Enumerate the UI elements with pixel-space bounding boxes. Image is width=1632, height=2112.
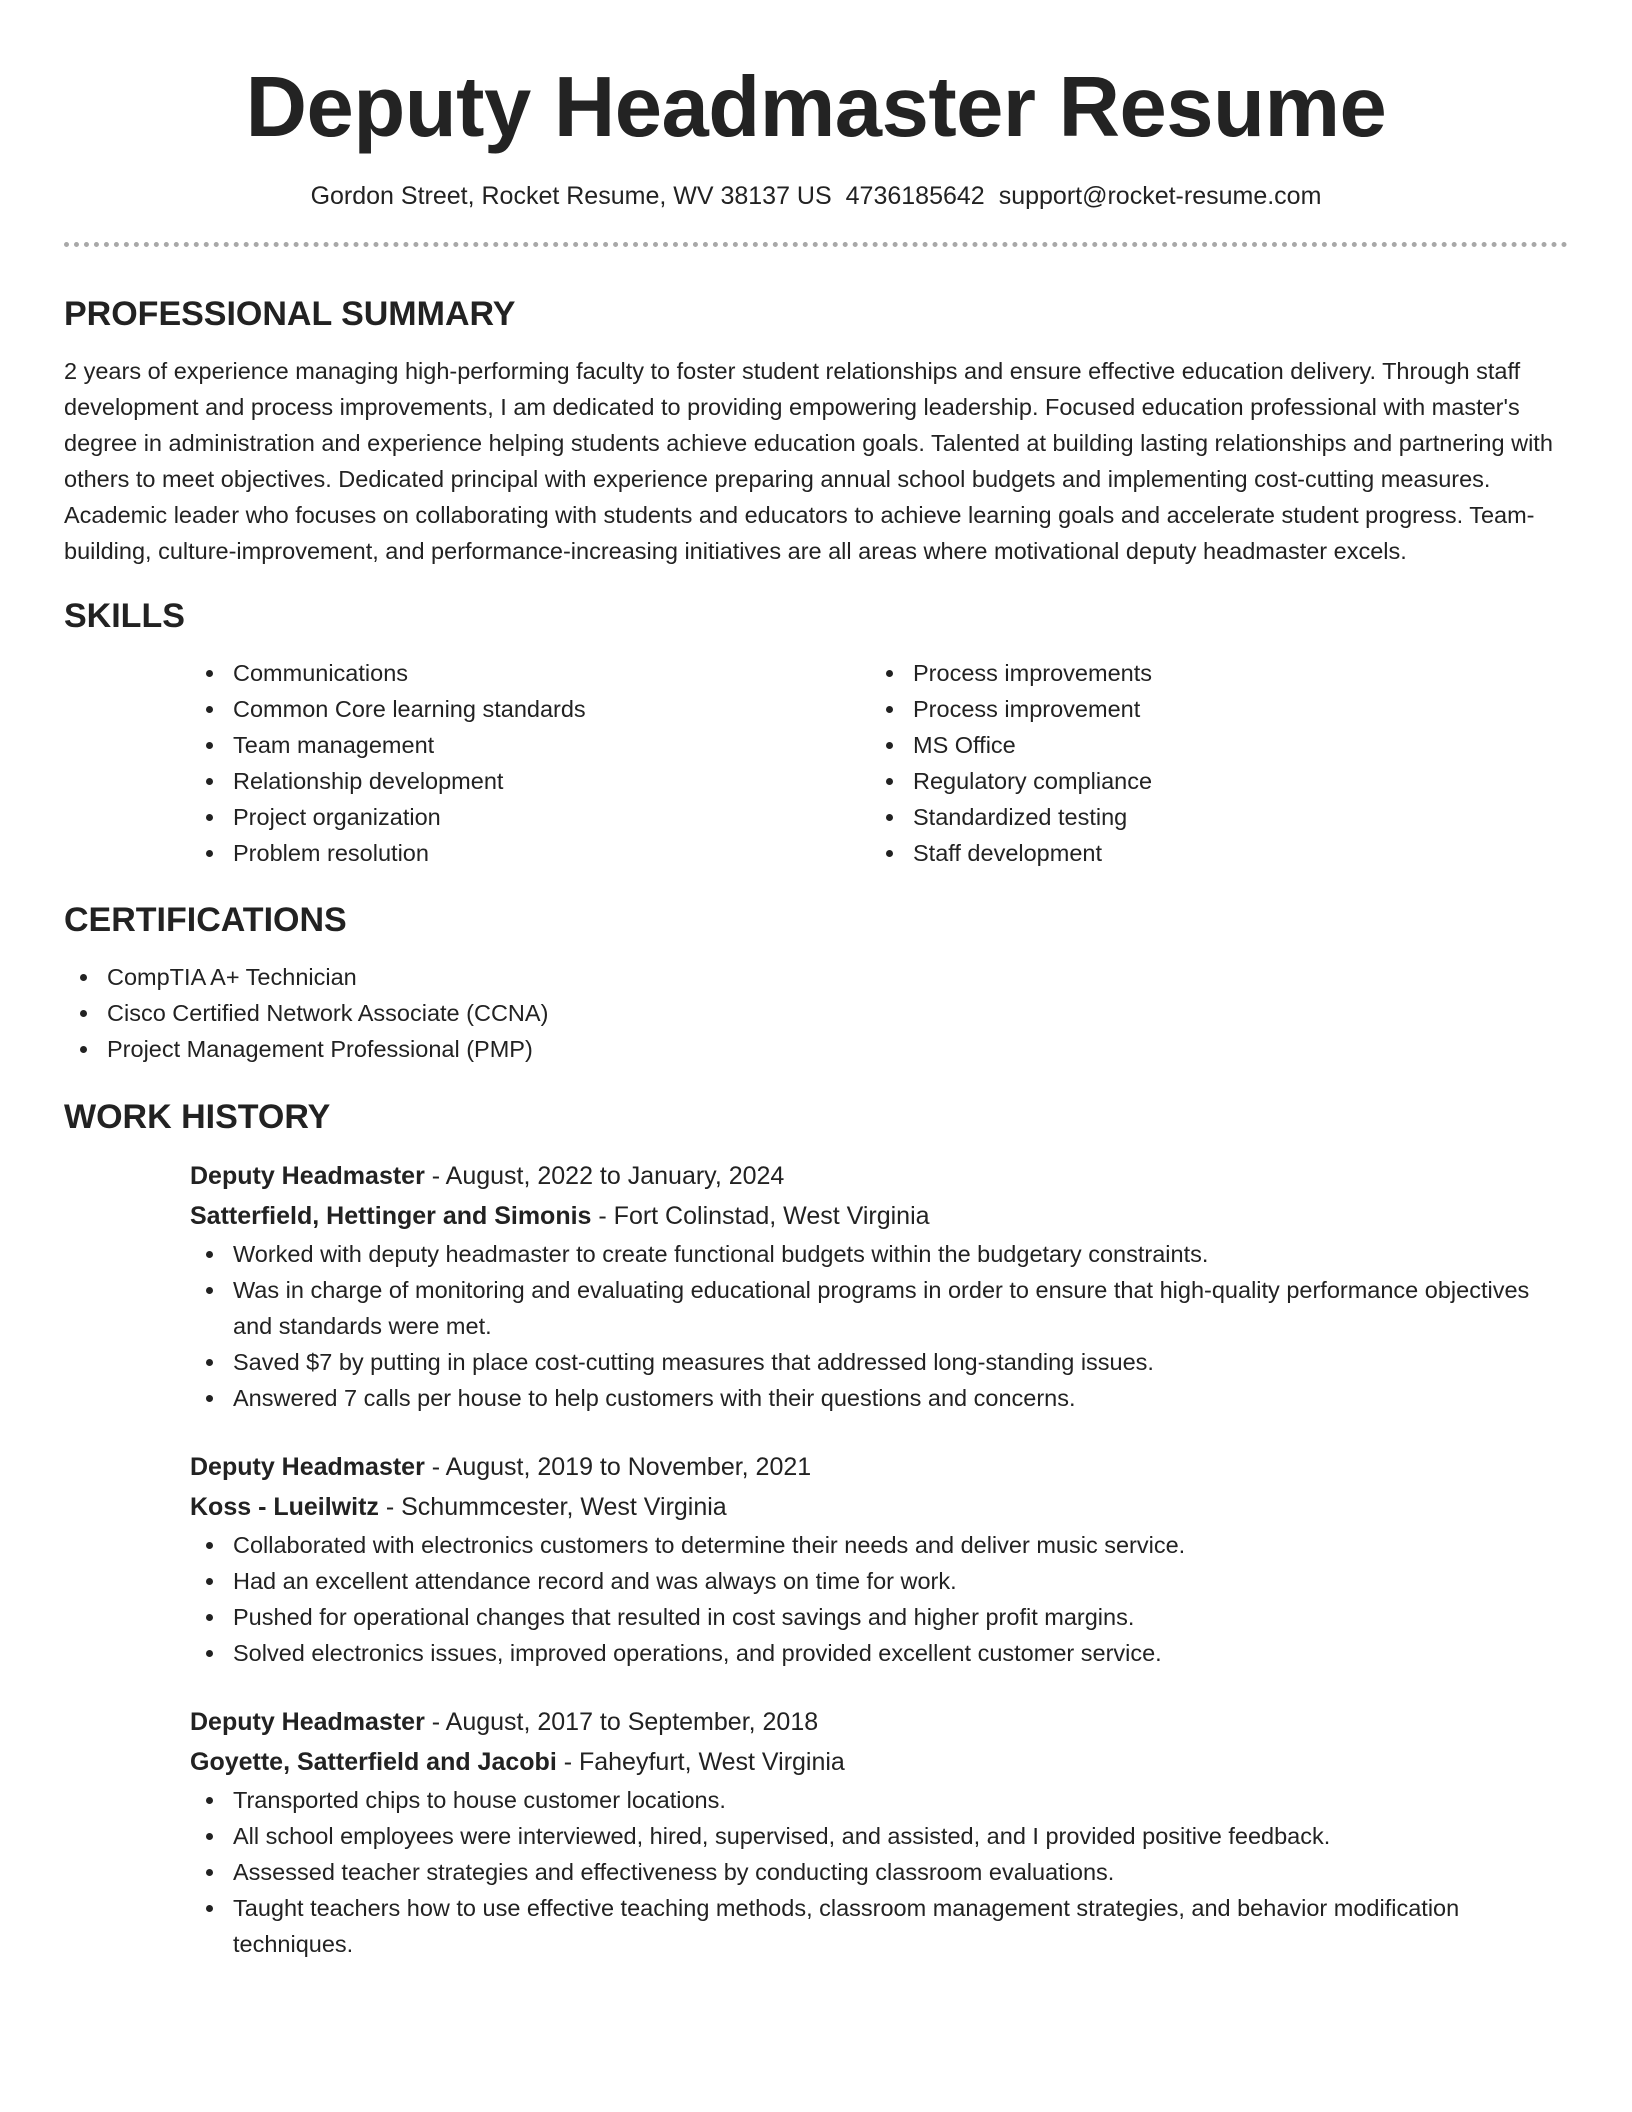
- job-company: Koss - Lueilwitz: [190, 1493, 379, 1521]
- job-location: - Schummcester, West Virginia: [378, 1493, 727, 1521]
- work-history-heading: WORK HISTORY: [64, 1098, 331, 1136]
- job-company: Goyette, Satterfield and Jacobi: [190, 1748, 557, 1776]
- job-bullets: [190, 1527, 1568, 1671]
- job-company-line: [190, 1487, 1568, 1527]
- job-role: Deputy Headmaster: [190, 1162, 425, 1190]
- job-bullet: Saved $7 by putting in place cost-cutting measures that addressed long-standing issues.: [190, 1344, 1568, 1380]
- skill-item: Communications: [190, 655, 870, 691]
- job-bullet: All school employees were interviewed, hired, supervised, and assisted, and I provided positive feedback.: [190, 1818, 1568, 1854]
- job-bullet: Assessed teacher strategies and effectiveness by conducting classroom evaluations.: [190, 1854, 1568, 1890]
- contact-email: support@rocket-resume.com: [998, 182, 1322, 210]
- job-bullet: Collaborated with electronics customers to determine their needs and deliver music service.: [190, 1527, 1568, 1563]
- skills-grid: [190, 655, 1568, 871]
- job-dates: - August, 2019 to November, 2021: [424, 1453, 812, 1481]
- summary-text: 2 years of experience managing high-performing faculty to foster student relationships and ensure effective education delivery. Through staff development and process improvements, I am dedicated to providing empowering leadership. Focused education professional with master's degree in administration and experience helping students achieve education goals. Talented at building lasting relationships and partnering with others to meet objectives. Dedicated principal with experience preparing annual school budgets and implementing cost-cutting measures. Academic leader who focuses on collaborating with students and educators to achieve learning goals and accelerate student progress. Team-building, culture-improvement, and performance-increasing initiatives are all areas where motivational deputy headmaster excels.: [64, 358, 1553, 564]
- certification-item: CompTIA A+ Technician: [64, 959, 1568, 995]
- job-company-line: [190, 1196, 1568, 1236]
- job-bullet: Was in charge of monitoring and evaluating educational programs in order to ensure that high-quality performance objectives and standards were met.: [190, 1272, 1568, 1344]
- job-dates: - August, 2017 to September, 2018: [424, 1708, 819, 1736]
- contact-phone: 4736185642: [845, 182, 985, 210]
- skill-item: Process improvement: [870, 691, 1550, 727]
- resume-page: [64, 0, 1568, 1962]
- job-bullet: Pushed for operational changes that resulted in cost savings and higher profit margins.: [190, 1599, 1568, 1635]
- job-entry: [190, 1447, 1568, 1671]
- job-company-line: [190, 1742, 1568, 1782]
- certification-item: Project Management Professional (PMP): [64, 1031, 1568, 1067]
- job-location: - Faheyfurt, West Virginia: [556, 1748, 845, 1776]
- certifications-list: [64, 959, 1568, 1067]
- job-bullet: Worked with deputy headmaster to create functional budgets within the budgetary constraints.: [190, 1236, 1568, 1272]
- skill-item: Team management: [190, 727, 870, 763]
- work-history-section: [64, 1096, 1568, 1962]
- skill-item: Common Core learning standards: [190, 691, 870, 727]
- skill-item: Standardized testing: [870, 799, 1550, 835]
- job-title-line: [190, 1702, 1568, 1742]
- job-title-line: [190, 1156, 1568, 1196]
- job-bullet: Had an excellent attendance record and was always on time for work.: [190, 1563, 1568, 1599]
- summary-heading: PROFESSIONAL SUMMARY: [64, 295, 516, 333]
- job-role: Deputy Headmaster: [190, 1453, 425, 1481]
- page-title: Deputy Headmaster Resume: [245, 60, 1387, 155]
- skills-heading: SKILLS: [64, 597, 185, 635]
- skill-item: Staff development: [870, 835, 1550, 871]
- skill-item: MS Office: [870, 727, 1550, 763]
- job-bullet: Solved electronics issues, improved operations, and provided excellent customer service.: [190, 1635, 1568, 1671]
- skills-left-list: [190, 655, 870, 871]
- contact-address: Gordon Street, Rocket Resume, WV 38137 US: [310, 182, 832, 210]
- job-bullet: Answered 7 calls per house to help customers with their questions and concerns.: [190, 1380, 1568, 1416]
- contact-line: [64, 180, 1568, 212]
- job-bullet: Taught teachers how to use effective teaching methods, classroom management strategies, and behavior modification techniques.: [190, 1890, 1568, 1962]
- skill-item: Relationship development: [190, 763, 870, 799]
- job-bullet: Transported chips to house customer locations.: [190, 1782, 1568, 1818]
- header-divider: [64, 242, 1568, 247]
- job-company: Satterfield, Hettinger and Simonis: [190, 1202, 592, 1230]
- certifications-section: [64, 899, 1568, 1067]
- job-bullets: [190, 1236, 1568, 1416]
- certifications-heading: CERTIFICATIONS: [64, 901, 347, 939]
- job-entry: [190, 1156, 1568, 1416]
- certification-item: Cisco Certified Network Associate (CCNA): [64, 995, 1568, 1031]
- skills-section: [64, 595, 1568, 871]
- job-bullets: [190, 1782, 1568, 1962]
- skill-item: Process improvements: [870, 655, 1550, 691]
- skill-item: Problem resolution: [190, 835, 870, 871]
- skills-right-list: [870, 655, 1550, 871]
- skill-item: Project organization: [190, 799, 870, 835]
- summary-section: [64, 293, 1568, 569]
- job-dates: - August, 2022 to January, 2024: [424, 1162, 785, 1190]
- job-entry: [190, 1702, 1568, 1962]
- job-location: - Fort Colinstad, West Virginia: [591, 1202, 930, 1230]
- job-title-line: [190, 1447, 1568, 1487]
- skill-item: Regulatory compliance: [870, 763, 1550, 799]
- job-role: Deputy Headmaster: [190, 1708, 425, 1736]
